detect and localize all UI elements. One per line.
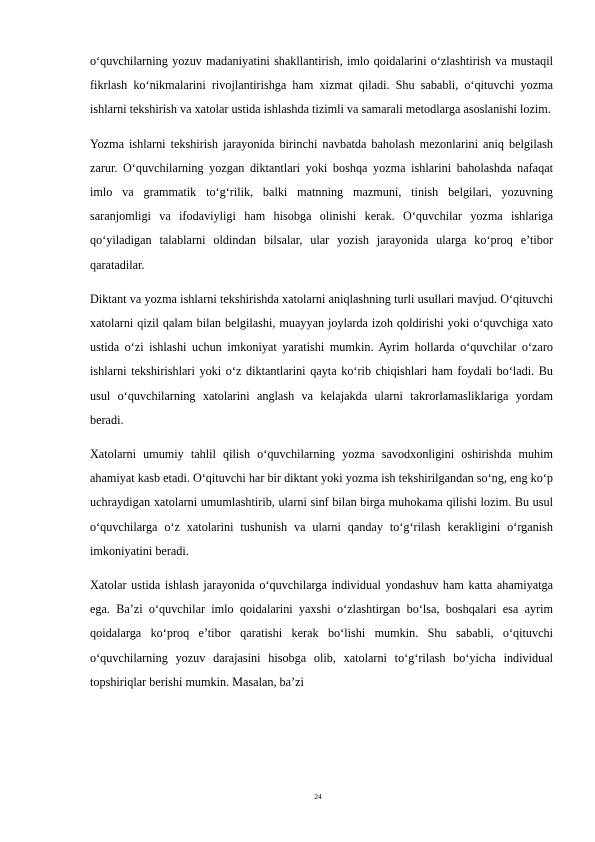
paragraph-3: Diktant va yozma ishlarni tekshirishda xatolarni aniqlashning turli usullari mavjud. O‘qituvchi xatolarni qizil qalam bilan belgilashi, muayyan joylarda izoh qoldirishi yoki o‘quvchiga xato ustida o‘zi ishlashi uchun imkoniyat yaratishi mumkin. Ayrim hollarda o‘quvchilar o‘zaro ishlarni tekshirishlari yoki o‘z diktantlarini qayta ko‘rib chiqishlari ham foydali bo‘ladi. Bu usul o‘quvchilarning xatolarini anglash va kelajakda ularni takrorlamasliklariga yordam beradi. [90,291,553,427]
paragraph-4: Xatolarni umumiy tahlil qilish o‘quvchilarning yozma savodxonligini oshirishda muhim ahamiyat kasb etadi. O‘qituvchi har bir diktant yoki yozma ish tekshirilgandan so‘ng, eng ko‘p uchraydigan xatolarni umumlashtirib, ularni sinf bilan birga muhokama qilishi lozim. Bu usul o‘quvchilarga o‘z xatolarini tushunish va ularni qanday to‘g‘rilash kerakligini o‘rganish imkoniyatini beradi. [90,447,553,558]
page-number: 24 [314,792,322,801]
paragraph-1: o‘quvchilarning yozuv madaniyatini shakllantirish, imlo qoidalarini o‘zlashtirish va mustaqil fikrlash ko‘nikmalarini rivojlantirishga ham xizmat qiladi. Shu sababli, o‘qituvchi yozma ishlarni tekshirish va xatolar ustida ishlashda tizimli va samarali metodlarga asoslanishi lozim. [90,54,553,117]
paragraph-2: Yozma ishlarni tekshirish jarayonida birinchi navbatda baholash mezonlarini aniq belgilash zarur. O‘quvchilarning yozgan diktantlari yoki boshqa yozma ishlarini baholashda nafaqat imlo va grammatik to‘g‘rilik, balki matnning mazmuni, tinish belgilari, yozuvning saranjomligi va ifodaviyligi ham hisobga olinishi kerak. O‘quvchilar yozma ishlariga qo‘yiladigan talablarni oldindan bilsalar, ular yozish jarayonida ularga ko‘proq e’tibor qaratadilar. [90,136,553,272]
body-text [90,49,553,704]
paragraph-5: Xatolar ustida ishlash jarayonida o‘quvchilarga individual yondashuv ham katta ahamiyatga ega. Ba’zi o‘quvchilar imlo qoidalarini yaxshi o‘zlashtirgan bo‘lsa, boshqalari esa ayrim qoidalarga ko‘proq e’tibor qaratishi kerak bo‘lishi mumkin. Shu sababli, o‘qituvchi o‘quvchilarning yozuv darajasini hisobga olib, xatolarni to‘g‘rilash bo‘yicha individual topshiriqlar berishi mumkin. Masalan, ba’zi [90,578,553,689]
